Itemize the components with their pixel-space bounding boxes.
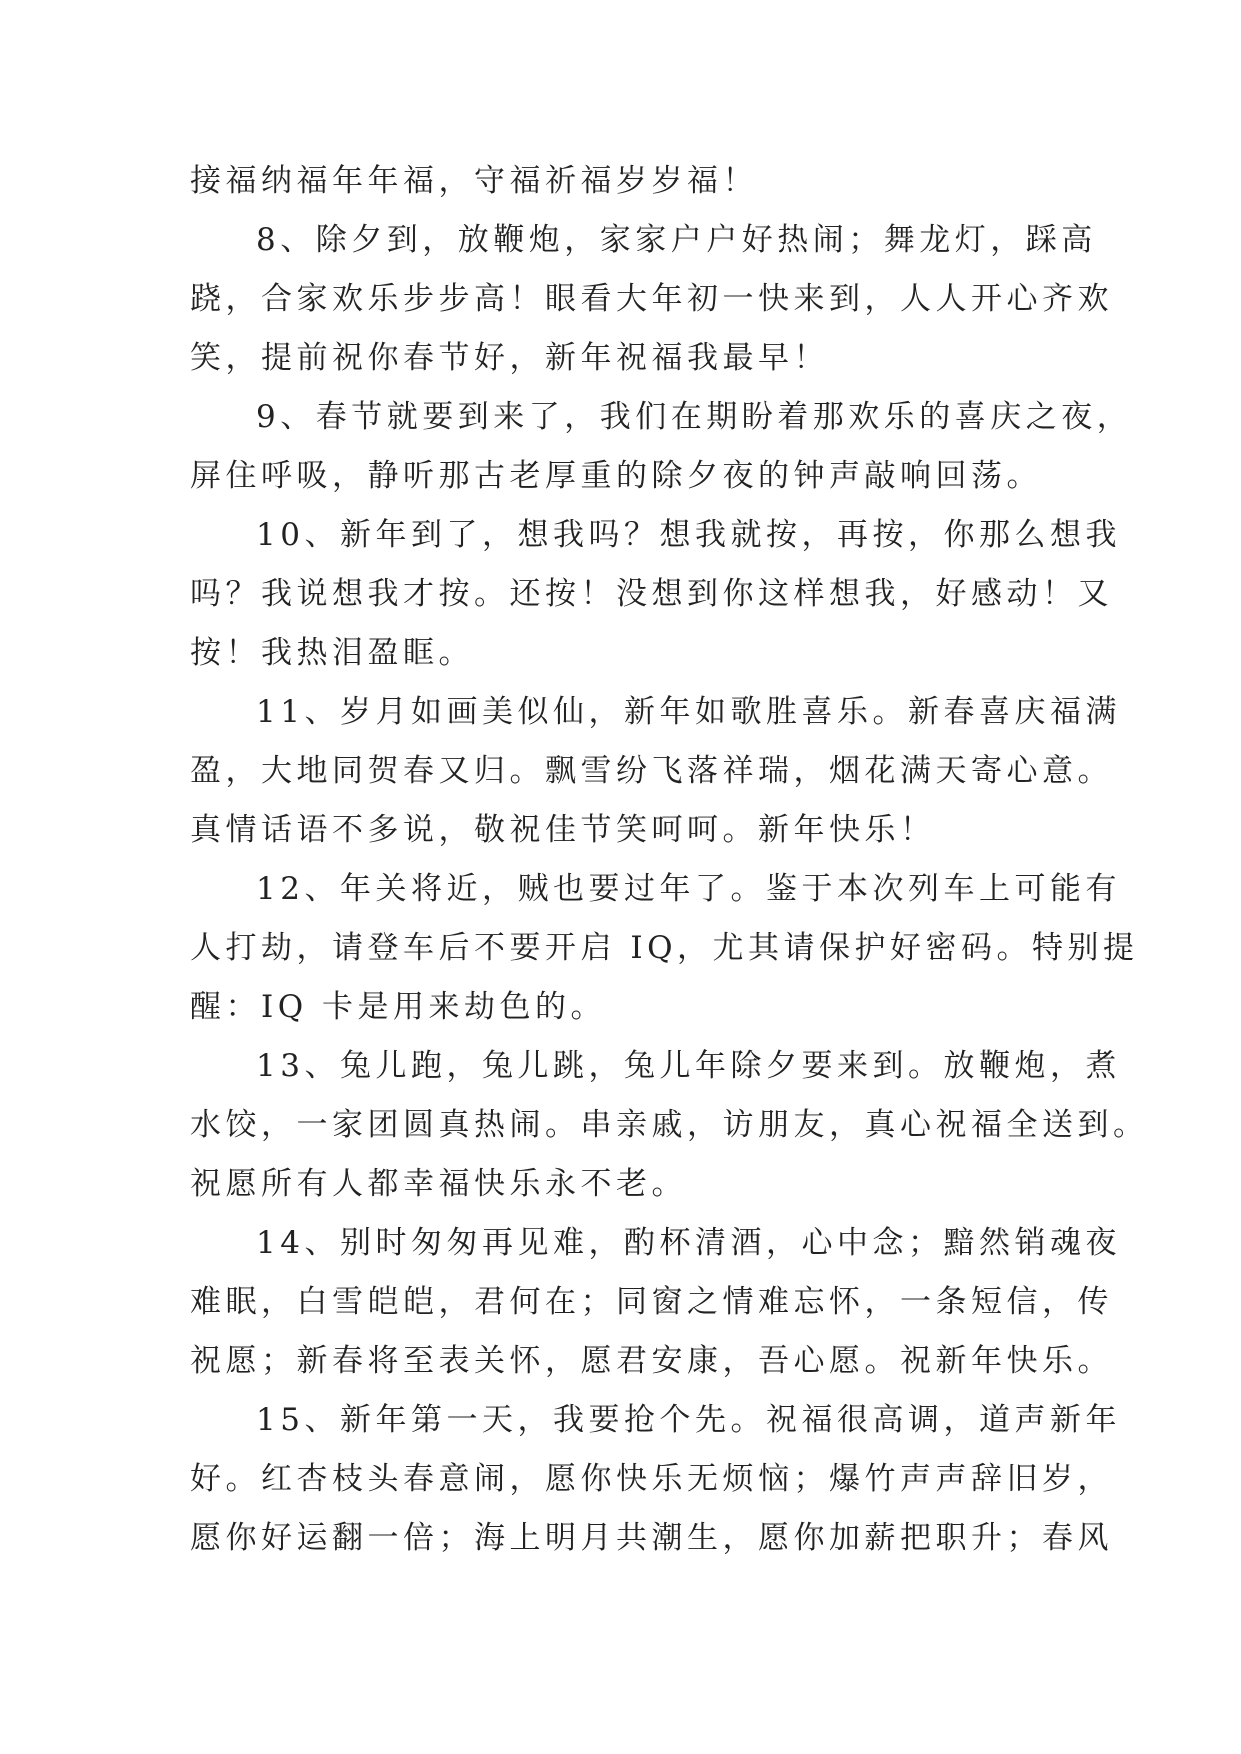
text-line: 接福纳福年年福，守福祈福岁岁福！ — [190, 163, 758, 199]
text-line: 难眠，白雪皑皑，君何在；同窗之情难忘怀，一条短信，传 — [190, 1284, 1113, 1320]
text-line: 好。红杏枝头春意闹，愿你快乐无烦恼；爆竹声声辞旧岁， — [190, 1461, 1113, 1497]
text-line: 9、春节就要到来了，我们在期盼着那欢乐的喜庆之夜， — [256, 399, 1133, 435]
text-line: 15、新年第一天，我要抢个先。祝福很高调，道声新年 — [256, 1402, 1121, 1438]
text-line: 吗？我说想我才按。还按！没想到你这样想我，好感动！又 — [190, 576, 1113, 612]
text-line: 8、除夕到，放鞭炮，家家户户好热闹；舞龙灯，踩高 — [256, 222, 1097, 258]
text-line: 水饺，一家团圆真热闹。串亲戚，访朋友，真心祝福全送到。 — [190, 1107, 1149, 1143]
paragraph — [190, 1391, 1121, 1568]
text-line: 10、新年到了，想我吗？想我就按，再按，你那么想我 — [256, 517, 1121, 553]
paragraph — [190, 211, 1113, 388]
text-line: 祝愿所有人都幸福快乐永不老。 — [190, 1166, 687, 1202]
document-body — [190, 152, 1149, 1568]
paragraph — [190, 860, 1139, 1037]
text-line: 13、兔儿跑，兔儿跳，兔儿年除夕要来到。放鞭炮，煮 — [256, 1048, 1121, 1084]
paragraph — [190, 388, 1133, 506]
text-line: 11、岁月如画美似仙，新年如歌胜喜乐。新春喜庆福满 — [256, 694, 1121, 730]
paragraph — [190, 683, 1121, 860]
paragraph — [190, 1037, 1149, 1214]
text-line: 真情话语不多说，敬祝佳节笑呵呵。新年快乐！ — [190, 812, 936, 848]
paragraph — [190, 152, 1060, 211]
paragraph — [190, 506, 1121, 683]
text-line: 跷，合家欢乐步步高！眼看大年初一快来到，人人开心齐欢 — [190, 281, 1113, 317]
text-line: 笑，提前祝你春节好，新年祝福我最早！ — [190, 340, 829, 376]
text-line: 屏住呼吸，静听那古老厚重的除夕夜的钟声敲响回荡。 — [190, 458, 1042, 494]
text-line: 祝愿；新春将至表关怀，愿君安康，吾心愿。祝新年快乐。 — [190, 1343, 1113, 1379]
text-line: 盈，大地同贺春又归。飘雪纷飞落祥瑞，烟花满天寄心意。 — [190, 753, 1113, 789]
text-line: 人打劫，请登车后不要开启 IQ，尤其请保护好密码。特别提 — [190, 930, 1139, 966]
text-line: 12、年关将近，贼也要过年了。鉴于本次列车上可能有 — [256, 871, 1121, 907]
text-line: 醒：IQ 卡是用来劫色的。 — [190, 989, 607, 1025]
text-line: 愿你好运翻一倍；海上明月共潮生，愿你加薪把职升；春风 — [190, 1520, 1113, 1556]
paragraph — [190, 1214, 1121, 1391]
text-line: 按！我热泪盈眶。 — [190, 635, 474, 671]
text-line: 14、别时匆匆再见难，酌杯清酒，心中念；黯然销魂夜 — [256, 1225, 1121, 1261]
